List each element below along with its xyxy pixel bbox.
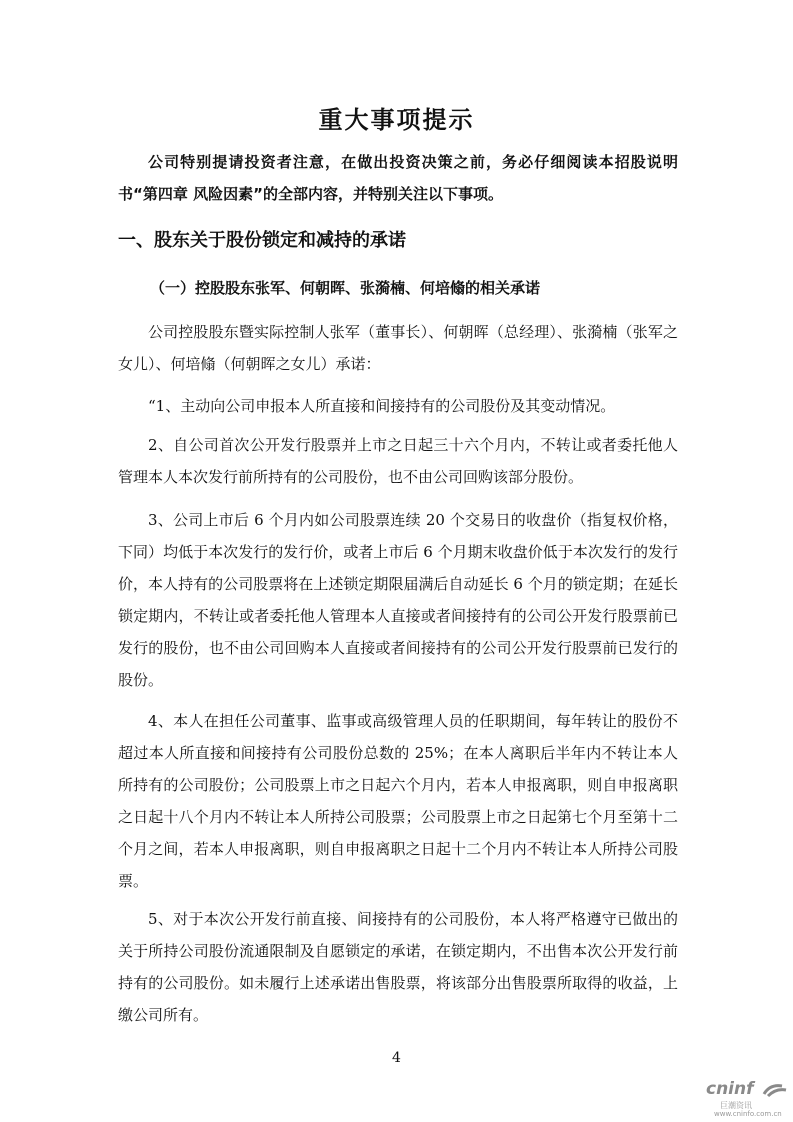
body-paragraph-6: 5、对于本次公开发行前直接、间接持有的公司股份，本人将严格遵守已做出的关于所持公司股份流通限制及自愿锁定的承诺，在锁定期内，不出售本次公开发行前持有的公司股份。如未履行上述承诺出售股票，将该部分出售股票所取得的收益，上缴公司所有。 (118, 910, 678, 1024)
section-heading-1: 一、股东关于股份锁定和减持的承诺 (118, 230, 406, 251)
body-paragraph-1: 公司控股股东暨实际控制人张军（董事长）、何朝晖（总经理）、张漪楠（张军之女儿）、何培翛（何朝晖之女儿）承诺： (118, 323, 678, 373)
watermark-chinese-name: 巨潮资讯 (720, 1101, 752, 1110)
page-number: 4 (392, 1050, 401, 1066)
intro-paragraph: 公司特别提请投资者注意，在做出投资决策之前，务必仔细阅读本招股说明书“第四章 风险因素”的全部内容，并特别关注以下事项。 (118, 153, 678, 203)
document-title: 重大事项提示 (318, 106, 475, 134)
body-paragraph-5: 4、本人在担任公司董事、监事或高级管理人员的任职期间，每年转让的股份不超过本人所直接和间接持有公司股份总数的 25%；在本人离职后半年内不转让本人所持有的公司股份；公司股票上市之日起六个月内，若本人申报离职，则自申报离职之日起十八个月内不转让本人所持公司股票；公司股票上市之日起第七个月至第十二个月之间，若本人申报离职，则自申报离职之日起十二个月内不转让本人所持公司股票。 (118, 712, 678, 890)
body-paragraph-3: 2、自公司首次公开发行股票并上市之日起三十六个月内，不转让或者委托他人管理本人本次发行前所持有的公司股份，也不由公司回购该部分股份。 (118, 436, 678, 486)
subsection-heading-1: （一）控股股东张军、何朝晖、张漪楠、何培翛的相关承诺 (150, 279, 541, 297)
watermark-logo-text: cninf (706, 1079, 754, 1099)
body-paragraph-4: 3、公司上市后 6 个月内如公司股票连续 20 个交易日的收盘价（指复权价格，下同）均低于本次发行的发行价，或者上市后 6 个月期末收盘价低于本次发行的发行价，本人持有的公司股票将在上述锁定期限届满后自动延长 6 个月的锁定期；在延长锁定期内，不转让或者委托他人管理本人直接或者间接持有的公司公开发行股票前已发行的股份，也不由公司回购本人直接或者间接持有的公司公开发行股票前已发行的股份。 (118, 511, 678, 689)
cninfo-watermark (706, 1079, 792, 1119)
cninfo-logo-icon (762, 1082, 788, 1098)
body-paragraph-2: “1、主动向公司申报本人所直接和间接持有的公司股份及其变动情况。 (148, 397, 616, 415)
watermark-url: www.cninfo.com.cn (714, 1110, 782, 1118)
